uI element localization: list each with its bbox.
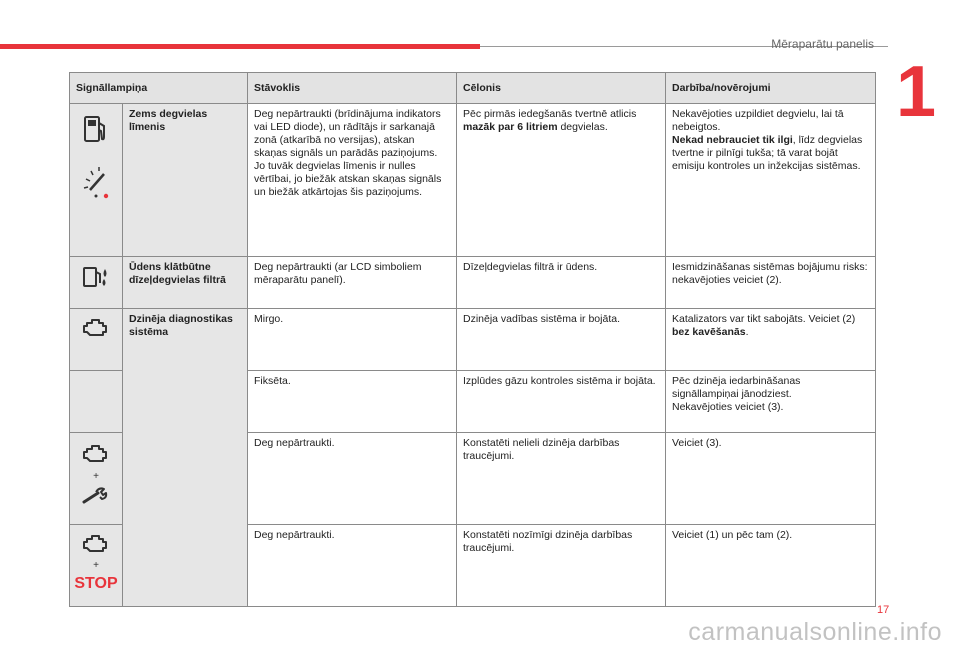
fuel-behavior <box>248 104 457 257</box>
fuel-pump-icon <box>81 114 111 148</box>
engine-state: Dzinēja diagnostikas sistēma <box>123 309 248 607</box>
fuel-cause <box>457 104 666 257</box>
warning-lamps-table <box>69 72 876 607</box>
fuel-icon-cell <box>70 104 123 257</box>
engine-action-4: Veiciet (1) un pēc tam (2). <box>666 525 876 607</box>
fuel-cause-text-end: degvielas. <box>557 121 608 133</box>
fuel-action-text: Nekavējoties uzpildiet degvielu, lai tā nebeigtos. <box>672 108 844 133</box>
wrench-icon <box>81 485 111 511</box>
fuel-behavior-line: Deg nepārtraukti (brīdinājuma indikators vai LED diode), un rādītājs ir sarkanajā zonā (atkarībā no versijas), atskan skaņas signāls un parādās paziņojums. <box>254 108 441 159</box>
engine-icon <box>81 443 111 469</box>
header-accent-bar <box>0 44 480 49</box>
engine-action-3: Veiciet (3). <box>666 433 876 525</box>
table-row <box>70 104 876 257</box>
fuel-action <box>666 104 876 257</box>
fuel-action-emphasis: Nekad nebrauciet tik ilgi <box>672 134 793 146</box>
water-action: Iesmidzināšanas sistēmas bojājumu risks: nekavējoties veiciet (2). <box>666 257 876 309</box>
engine-cause-4: Konstatēti nozīmīgi dzinēja darbības traucējumi. <box>457 525 666 607</box>
engine-icon <box>81 317 111 343</box>
engine-cause-1: Dzinēja vadības sistēma ir bojāta. <box>457 309 666 371</box>
chapter-number: 1 <box>896 52 937 132</box>
engine-behavior-2: Fiksēta. <box>248 371 457 433</box>
plus-sign: + <box>93 560 99 571</box>
table-row <box>70 309 876 371</box>
plus-sign: + <box>93 471 99 482</box>
fuel-gauge-icon <box>76 160 116 204</box>
engine-behavior-1: Mirgo. <box>248 309 457 371</box>
stop-icon <box>74 573 118 595</box>
column-header-lamp: Signāllampiņa <box>70 73 248 104</box>
engine-action-2 <box>666 371 876 433</box>
table-header-row <box>70 73 876 104</box>
engine-action-2-line: Pēc dzinēja iedarbināšanas signāllampiņai jānodziest. <box>672 375 801 400</box>
water-state: Ūdens klātbūtne dīzeļdegvielas filtrā <box>123 257 248 309</box>
table-row <box>70 257 876 309</box>
engine-action-1-text: Katalizators var tikt sabojāts. Veiciet (2) <box>672 313 856 325</box>
engine-icon-cell-2 <box>70 371 123 433</box>
engine-action-1 <box>666 309 876 371</box>
fuel-cause-text: Pēc pirmās iedegšanās tvertnē atlicis <box>463 108 637 120</box>
engine-icon-cell-3 <box>70 433 123 525</box>
engine-icon-cell-1 <box>70 309 123 371</box>
water-in-diesel-icon <box>81 265 111 293</box>
column-header-action: Darbība/novērojumi <box>666 73 876 104</box>
engine-icon-cell-4 <box>70 525 123 607</box>
stop-icon-text: STOP <box>74 575 118 591</box>
fuel-action-text-end: , līdz degvielas tvertne ir pilnīgi tukša; tā varat bojāt emisiju kontroles un inžekcijas sistēmas. <box>672 134 863 172</box>
fuel-behavior-line: Jo tuvāk degvielas līmenis ir nulles vērtībai, jo biežāk atskan skaņas signāls un biežāk atkārtojas šis paziņojums. <box>254 160 442 198</box>
engine-action-2-line: Nekavējoties veiciet (3). <box>672 401 784 413</box>
engine-cause-2: Izplūdes gāzu kontroles sistēma ir bojāta. <box>457 371 666 433</box>
running-title: Mēraparātu panelis <box>771 37 874 51</box>
column-header-state: Stāvoklis <box>248 73 457 104</box>
engine-action-1-emphasis: bez kavēšanās <box>672 326 746 338</box>
fuel-state: Zems degvielas līmenis <box>123 104 248 257</box>
engine-behavior-3: Deg nepārtraukti. <box>248 433 457 525</box>
water-cause: Dīzeļdegvielas filtrā ir ūdens. <box>457 257 666 309</box>
watermark: carmanualsonline.info <box>688 618 942 646</box>
engine-action-1-end: . <box>745 326 749 338</box>
engine-cause-3: Konstatēti nelieli dzinēja darbības traucējumi. <box>457 433 666 525</box>
column-header-cause: Cēlonis <box>457 73 666 104</box>
page-number: 17 <box>877 604 890 616</box>
water-behavior: Deg nepārtraukti (ar LCD simboliem mēraparātu panelī). <box>248 257 457 309</box>
water-icon-cell <box>70 257 123 309</box>
fuel-cause-emphasis: mazāk par 6 litriem <box>463 121 558 133</box>
engine-icon <box>81 533 111 559</box>
engine-behavior-4: Deg nepārtraukti. <box>248 525 457 607</box>
